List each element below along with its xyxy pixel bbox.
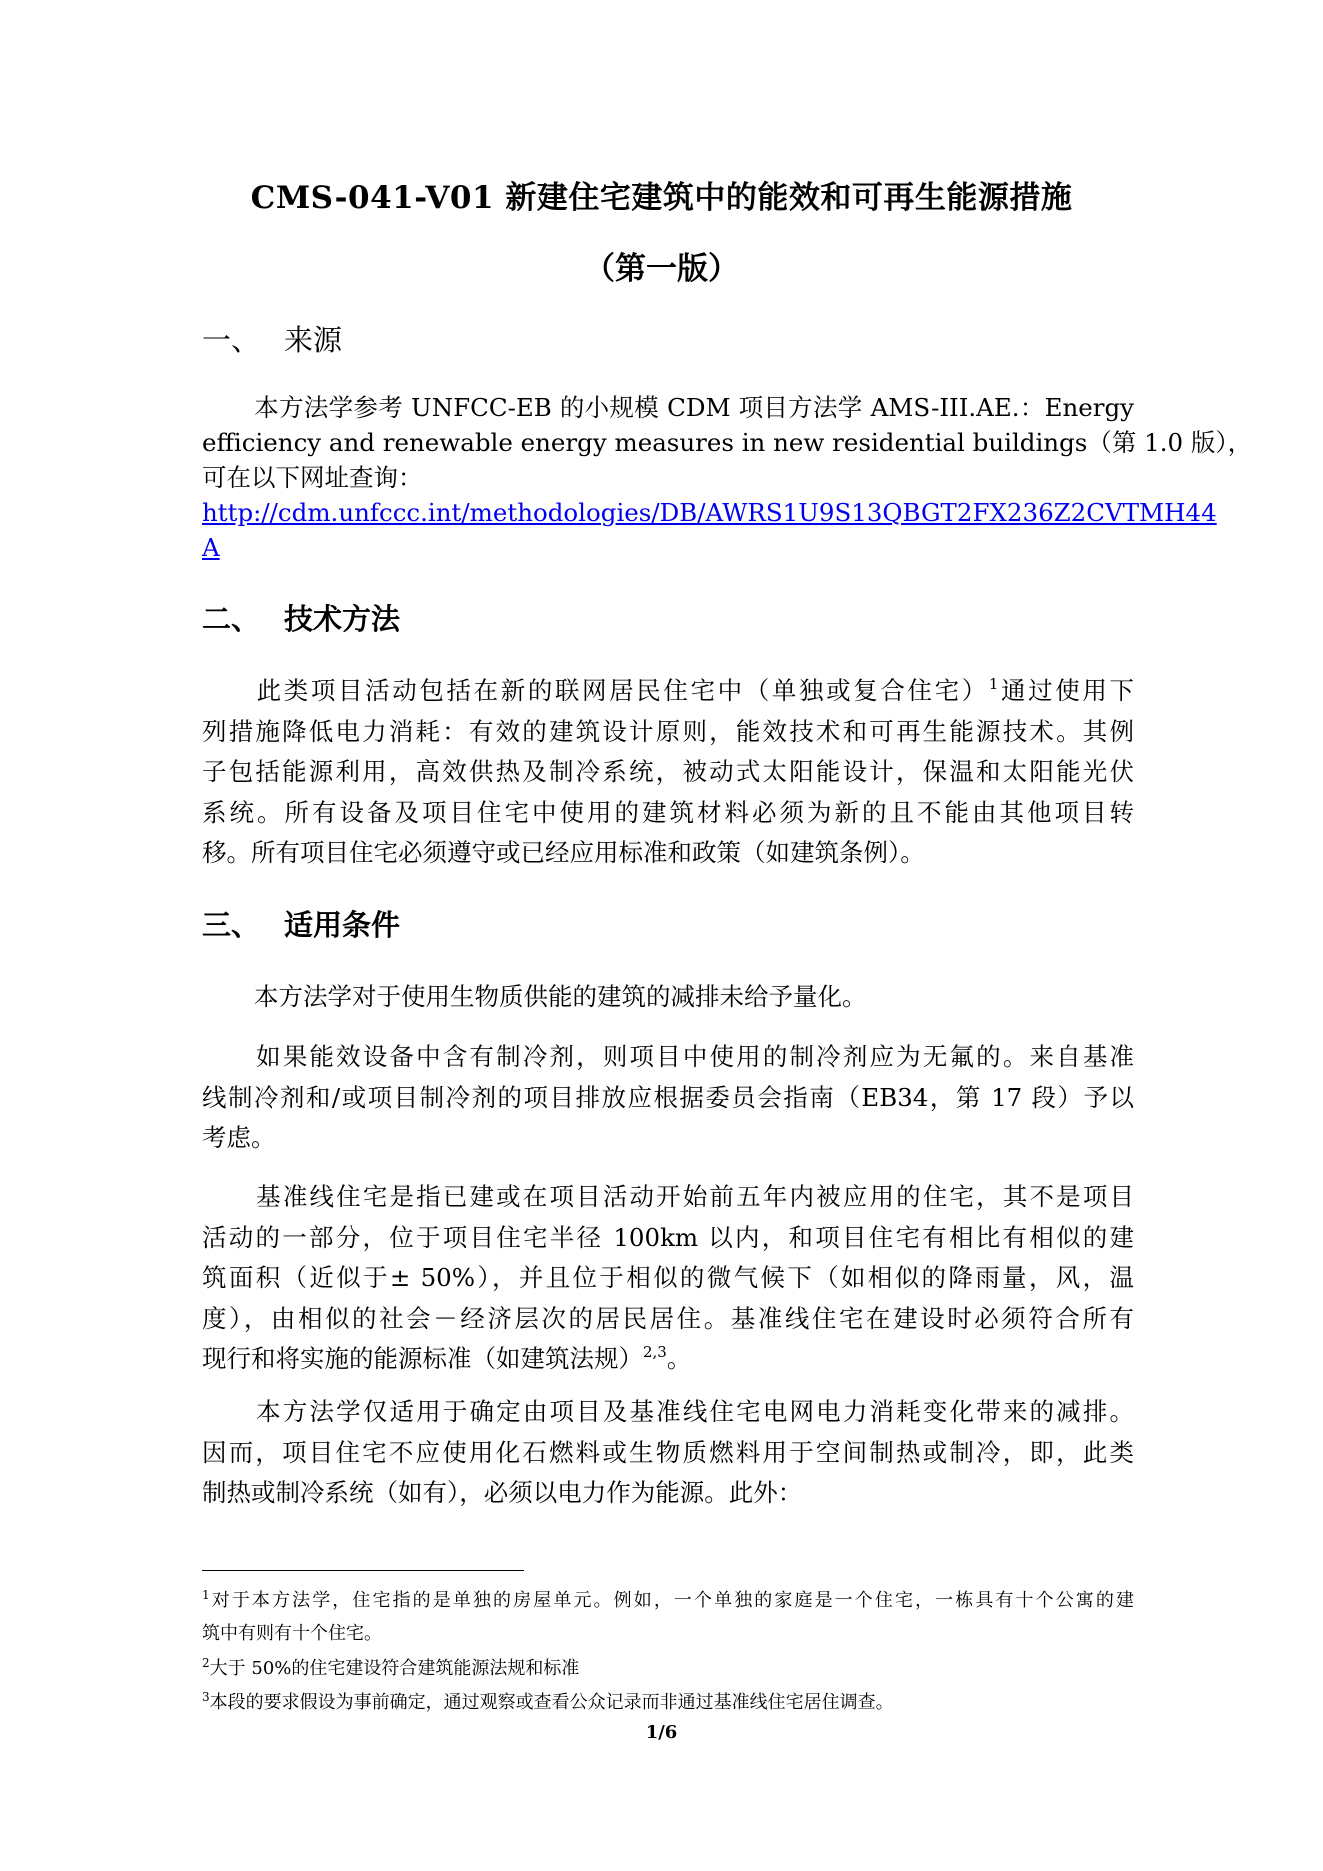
paragraph-text: 子包括能源利用，高效供热及制冷系统，被动式太阳能设计，保温和太阳能光伏: [202, 757, 1134, 786]
footnote-1: [202, 1584, 1134, 1650]
section-heading-technical: [202, 597, 400, 638]
paragraph-text: 现行和将实施的能源标准（如建筑法规）: [202, 1344, 643, 1373]
paragraph-text: 列措施降低电力消耗：有效的建筑设计原则，能效技术和可再生能源技术。其例: [202, 716, 1134, 746]
section-number: 一、: [202, 323, 261, 357]
footnote-separator: [202, 1570, 524, 1571]
section-title: 来源: [284, 323, 343, 357]
section-number: 三、: [202, 908, 261, 942]
source-paragraph: [202, 390, 1253, 565]
paragraph-text: 此类项目活动包括在新的联网居民住宅中（单独或复合住宅）: [254, 676, 989, 705]
paragraph-text: 因而，项目住宅不应使用化石燃料或生物质燃料用于空间制热或制冷，即，此类: [202, 1437, 1134, 1467]
paragraph-text: 筑面积（近似于± 50%），并且位于相似的微气候下（如相似的降雨量，风，温: [202, 1263, 1134, 1292]
footnote-text: 对于本方法学，住宅指的是单独的房屋单元。例如，一个单独的家庭是一个住宅，一栋具有十个公寓的建: [209, 1590, 1134, 1611]
source-line: efficiency and renewable energy measures in new residential buildings（第 1.0 版），: [202, 428, 1253, 457]
technical-paragraph: [202, 671, 1134, 874]
section-heading-applicability: [202, 903, 400, 944]
paragraph-text: 系统。所有设备及项目住宅中使用的建筑材料必须为新的且不能由其他项目转: [202, 797, 1134, 827]
methodology-url-link[interactable]: http://cdm.unfccc.int/methodologies/DB/AWRS1U9S13QBGT2FX236Z2CVTMH44: [202, 498, 1217, 527]
paragraph-text: 基准线住宅是指已建或在项目活动开始前五年内被应用的住宅，其不是项目: [254, 1182, 1134, 1211]
footnote-ref[interactable]: 1: [988, 675, 999, 693]
source-line: 本方法学参考 UNFCC-EB 的小规模 CDM 项目方法学 AMS-III.AE.：Energy: [254, 393, 1134, 422]
footnote-text: 大于 50%的住宅建设符合建筑能源法规和标准: [209, 1658, 580, 1679]
paragraph-text: 本方法学对于使用生物质供能的建筑的减排未给予量化。: [254, 982, 867, 1011]
footnote-text: 筑中有则有十个住宅。: [202, 1623, 382, 1644]
footnote-mark: 3: [202, 1690, 210, 1704]
section-title: 适用条件: [284, 908, 401, 942]
footnote-ref[interactable]: 2,3: [643, 1343, 667, 1361]
paragraph-text: 线制冷剂和/或项目制冷剂的项目排放应根据委员会指南（EB34，第 17 段）予以: [202, 1082, 1134, 1112]
paragraph-text: 考虑。: [202, 1123, 276, 1152]
paragraph-text: 制热或制冷系统（如有），必须以电力作为能源。此外：: [202, 1478, 803, 1507]
paragraph-text: 本方法学仅适用于确定由项目及基准线住宅电网电力消耗变化带来的减排。: [254, 1397, 1134, 1426]
applicability-paragraph-3: [202, 1177, 1134, 1380]
paragraph-text: 。: [666, 1344, 692, 1373]
source-line: 可在以下网址查询：: [202, 463, 423, 492]
footnote-mark: 1: [202, 1588, 210, 1602]
applicability-paragraph-1: [202, 977, 1134, 1018]
paragraph-text: 通过使用下: [998, 676, 1135, 705]
applicability-paragraph-2: [202, 1037, 1134, 1159]
footnote-3: [202, 1686, 1134, 1719]
document-subtitle: （第一版）: [584, 251, 739, 287]
methodology-url-link-continued[interactable]: A: [202, 533, 220, 562]
section-number: 二、: [202, 602, 261, 636]
section-title: 技术方法: [284, 602, 401, 636]
paragraph-text: 移。所有项目住宅必须遵守或已经应用标准和政策（如建筑条例）。: [202, 838, 925, 867]
paragraph-text: 活动的一部分，位于项目住宅半径 100km 以内，和项目住宅有相比有相似的建: [202, 1222, 1134, 1252]
footnote-text: 本段的要求假设为事前确定，通过观察或查看公众记录而非通过基准线住宅居住调查。: [209, 1692, 894, 1713]
page-number: 1/6: [645, 1722, 678, 1743]
section-heading-source: [202, 318, 342, 359]
applicability-paragraph-4: [202, 1392, 1134, 1514]
document-title: CMS-041-V01 新建住宅建筑中的能效和可再生能源措施: [250, 180, 1073, 216]
paragraph-text: 度），由相似的社会－经济层次的居民居住。基准线住宅在建设时必须符合所有: [202, 1303, 1134, 1333]
footnote-mark: 2: [202, 1656, 210, 1670]
paragraph-text: 如果能效设备中含有制冷剂，则项目中使用的制冷剂应为无氟的。来自基准: [254, 1042, 1134, 1071]
footnote-2: [202, 1652, 1134, 1685]
